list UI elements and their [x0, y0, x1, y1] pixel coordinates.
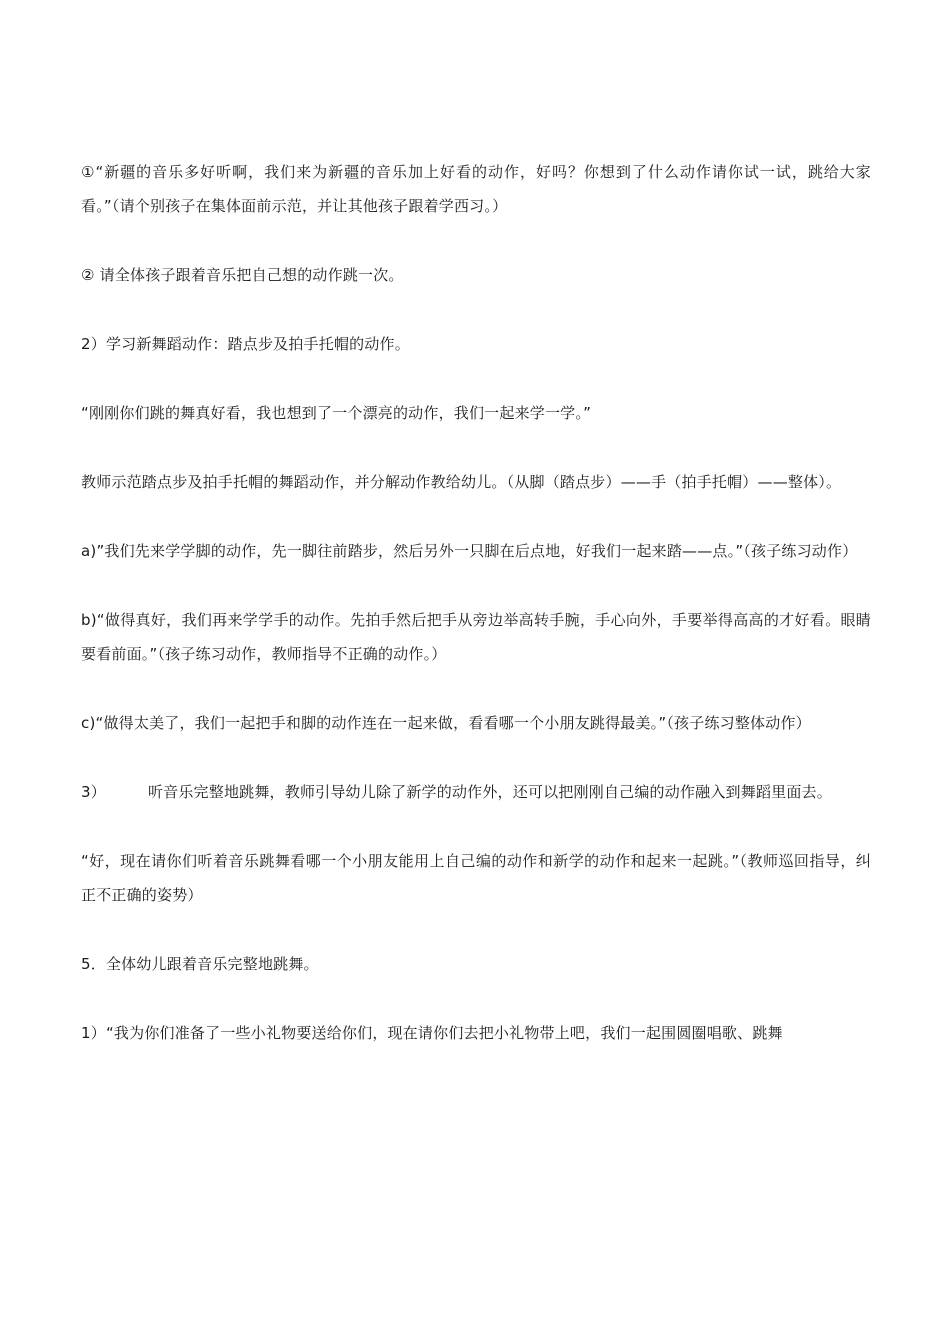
- paragraph-3: 2）学习新舞蹈动作：踏点步及拍手托帽的动作。: [81, 335, 410, 353]
- paragraph-7: b)“做得真好，我们再来学学手的动作。先拍手然后把手从旁边举高转手腕，手心向外，手要举得高高的才好看。眼睛要看前面。”（孩子练习动作，教师指导不正确的动作。）: [81, 611, 871, 663]
- paragraph-9: [81, 775, 871, 809]
- paragraph-9-text: 听音乐完整地跳舞，教师引导幼儿除了新学的动作外，还可以把刚刚自己编的动作融入到舞蹈里面去。: [147, 783, 832, 801]
- paragraph-11: 5．全体幼儿跟着音乐完整地跳舞。: [81, 955, 319, 973]
- paragraph-10: “好，现在请你们听着音乐跳舞看哪一个小朋友能用上自己编的动作和新学的动作和起来一起跳。”（教师巡回指导，纠正不正确的姿势）: [81, 852, 871, 904]
- paragraph-8: c)“做得太美了，我们一起把手和脚的动作连在一起来做，看看哪一个小朋友跳得最美。”（孩子练习整体动作）: [81, 714, 811, 732]
- paragraph-12: 1）“我为你们准备了一些小礼物要送给你们，现在请你们去把小礼物带上吧，我们一起围圆圈唱歌、跳舞: [81, 1024, 783, 1042]
- paragraph-2: ② 请全体孩子跟着音乐把自己想的动作跳一次。: [81, 266, 404, 284]
- paragraph-6: a)”我们先来学学脚的动作，先一脚往前踏步，然后另外一只脚在后点地，好我们一起来踏——点。”（孩子练习动作）: [81, 542, 858, 560]
- document-body: [81, 155, 871, 1085]
- list-marker-3: 3）: [81, 783, 106, 801]
- paragraph-4: “刚刚你们跳的舞真好看，我也想到了一个漂亮的动作，我们一起来学一学。”: [81, 404, 592, 422]
- paragraph-5: 教师示范踏点步及拍手托帽的舞蹈动作，并分解动作教给幼儿。（从脚（踏点步）——手（拍手托帽）——整体）。: [81, 473, 842, 491]
- paragraph-1: ①“新疆的音乐多好听啊，我们来为新疆的音乐加上好看的动作，好吗？你想到了什么动作请你试一试，跳给大家看。”（请个别孩子在集体面前示范，并让其他孩子跟着学西习。）: [81, 163, 871, 215]
